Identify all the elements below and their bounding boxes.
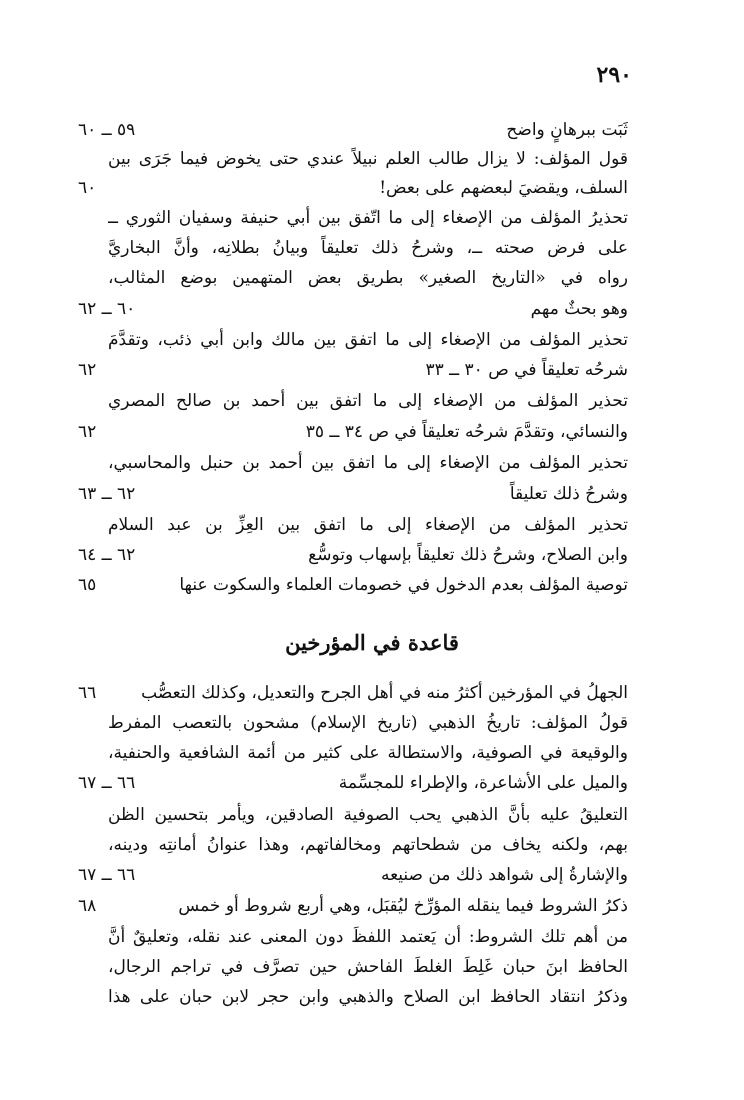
page-reference xyxy=(78,922,162,952)
index-line: شرحُه تعليقاً في ص ٣٠ ــ ٣٣ xyxy=(425,360,628,380)
index-line: على فرض صحته ــ، وشرحُ ذلك تعليقاً وبيانُ بطلانِه، وأنَّ البخاريَّ xyxy=(108,238,628,258)
index-line: تحذير المؤلف من الإصغاء إلى ما اتفق بين العِزِّ بن عبد السلام xyxy=(108,515,628,535)
index-line: والميل على الأشاعرة، والإطراء للمجسِّمة xyxy=(338,773,628,793)
index-line: ثَبَت ببرهانٍ واضح xyxy=(506,120,628,140)
page-reference xyxy=(78,233,162,263)
index-line: والوقيعة في الصوفية، والاستطالة على كثير من أئمة الشافعية والحنفية، xyxy=(108,743,628,763)
index-line: وهو بحثٌ مهم xyxy=(530,299,628,319)
index-line: ذكرُ الشروط فيما ينقله المؤرِّخ ليُقبَل، وهي أربع شروط أو خمس xyxy=(178,896,628,916)
index-line: رواه في «التاريخ الصغير» بطريق بعض المتهمين بوضع المثالب، xyxy=(108,268,628,288)
page-reference xyxy=(78,144,162,174)
page-reference: ٦٦ xyxy=(78,683,97,703)
page-reference: ٦٢ ــ ٦٣ xyxy=(78,484,136,504)
page-reference: ٦٠ xyxy=(78,178,97,198)
index-line: قولُ المؤلف: تاريخُ الذهبي (تاريخ الإسلام) مشحون بالتعصب المفرط xyxy=(108,713,628,733)
index-line: بهم، ولكنه يخاف من شطحاتهم ومخالفاتهم، وهذا عنوانُ أمانتِه ودينه، xyxy=(108,835,628,855)
index-line: من أهم تلك الشروط: أن يَعتمد اللفظَ دون المعنى عند نقله، وتعليقٌ أنَّ xyxy=(108,927,628,947)
page-reference: ٦٦ ــ ٦٧ xyxy=(78,865,136,885)
page-reference: ٦٢ xyxy=(78,422,97,442)
index-line: السلف، ويقضيَ لبعضهم على بعض! xyxy=(379,178,628,198)
page-reference: ٦٠ ــ ٦٢ xyxy=(78,299,136,319)
index-line: وذكرُ انتقاد الحافظ ابن الصلاح والذهبي وابن حجر لابن حبان على هذا xyxy=(108,987,628,1007)
page-reference: ٦٨ xyxy=(78,896,97,916)
page-reference xyxy=(78,800,162,830)
page-reference xyxy=(78,448,162,478)
page-reference xyxy=(78,203,162,233)
page-reference: ٦٥ xyxy=(78,575,97,595)
page-reference: ٦٦ ــ ٦٧ xyxy=(78,773,136,793)
index-line: تحذيرُ المؤلف من الإصغاء إلى ما اتّفق بين أبي حنيفة وسفيان الثوري ــ xyxy=(108,208,628,228)
page-reference xyxy=(78,738,162,768)
page-reference: ٦٢ xyxy=(78,360,97,380)
index-line: توصية المؤلف بعدم الدخول في خصومات العلماء والسكوت عنها xyxy=(179,575,628,595)
page-reference xyxy=(78,510,162,540)
index-line: والإشارةُ إلى شواهد ذلك من صنيعه xyxy=(380,865,628,885)
page-reference: ٥٩ ــ ٦٠ xyxy=(78,120,136,140)
page-reference xyxy=(78,708,162,738)
index-line: الحافظ ابنَ حبان غَلِطَ الغلطَ الفاحش حين تصرَّف في تراجم الرجال، xyxy=(108,957,628,977)
index-line: الجهلُ في المؤرخين أكثرُ منه في أهل الجرح والتعديل، وكذلك التعصُّب xyxy=(141,683,628,703)
index-line: وشرحُ ذلك تعليقاً xyxy=(509,484,628,504)
page-reference xyxy=(78,952,162,982)
index-line: قول المؤلف: لا يزال طالب العلم نبيلاً عندي حتى يخوض فيما جَرَى بين xyxy=(108,149,628,169)
index-line: التعليقُ عليه بأنَّ الذهبي يحب الصوفية الصادقين، ويأمر بتحسين الظن xyxy=(108,805,628,825)
page-reference xyxy=(78,263,162,293)
page-number: ٢٩٠ xyxy=(596,62,632,88)
page-reference xyxy=(78,830,162,860)
index-line: وابن الصلاح، وشرحُ ذلك تعليقاً بإسهاب وتوسُّع xyxy=(308,545,628,565)
page-reference xyxy=(78,386,162,416)
index-line: والنسائي، وتقدَّمَ شرحُه تعليقاً في ص ٣٤ ــ ٣٥ xyxy=(305,422,628,442)
page-reference xyxy=(78,325,162,355)
section-heading: قاعدة في المؤرخين xyxy=(285,630,459,655)
index-line: تحذير المؤلف من الإصغاء إلى ما اتفق بين أحمد بن حنبل والمحاسبي، xyxy=(108,453,628,473)
page-reference: ٦٢ ــ ٦٤ xyxy=(78,545,136,565)
index-line: تحذير المؤلف من الإصغاء إلى ما اتفق بين مالك وابن أبي ذئب، وتقدَّمَ xyxy=(108,330,628,350)
page-reference xyxy=(78,982,162,1012)
index-line: تحذير المؤلف من الإصغاء إلى ما اتفق بين أحمد بن صالح المصري xyxy=(108,391,628,411)
